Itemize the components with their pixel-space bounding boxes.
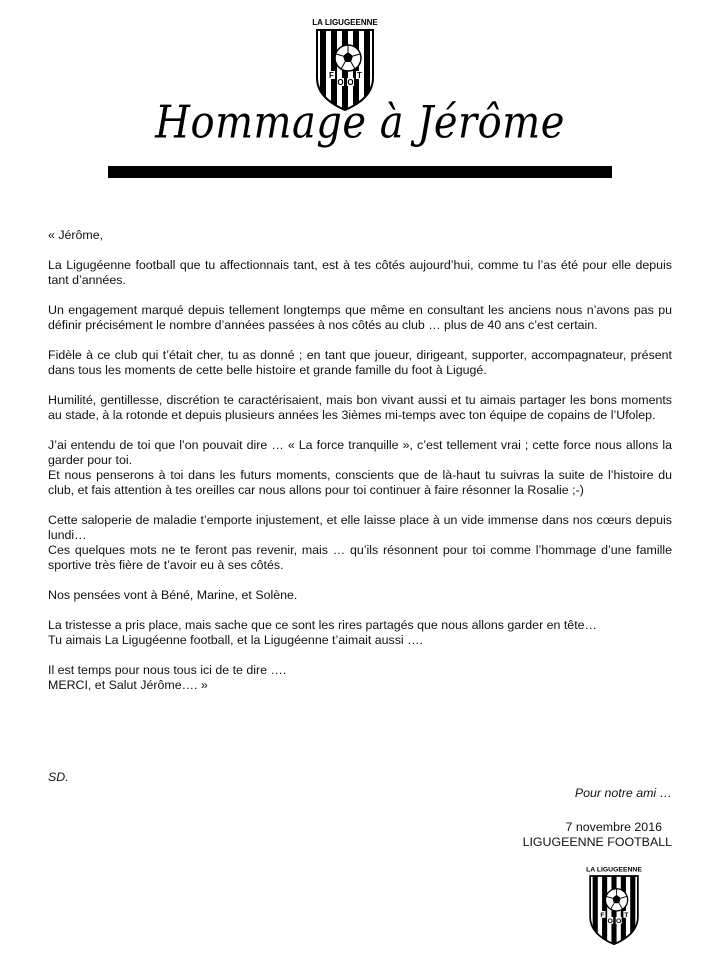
svg-text:O: O — [616, 917, 622, 925]
letter-salutation: « Jérôme, — [48, 228, 104, 242]
letter-paragraph: Nos pensées vont à Béné, Marine, et Solène. — [48, 588, 298, 602]
svg-text:O: O — [337, 78, 344, 87]
club-crest-logo-footer — [585, 864, 643, 946]
crest-club-name: LA LIGUGEENNE — [586, 866, 642, 874]
svg-text:O: O — [607, 917, 613, 925]
title-divider — [108, 166, 612, 178]
letter-paragraph: Un engagement marqué depuis tellement longtemps que même en consultant les anciens nous n’avons pas pu définir précisément le nombre d’années passées à nos côtés au club … plus de 40 ans c’est certain. — [48, 303, 672, 332]
svg-text:F: F — [329, 71, 334, 80]
letter-paragraph: Il est temps pour nous tous ici de te dire …. — [48, 663, 287, 677]
page-title: Hommage à Jérôme — [155, 97, 565, 149]
svg-text:O: O — [347, 78, 354, 87]
svg-text:T: T — [624, 911, 629, 919]
letter-date: 7 novembre 2016 — [565, 820, 662, 834]
letter-paragraph: La Ligugéenne football que tu affectionnais tant, est à tes côtés aujourd’hui, comme tu l’as été pour elle depuis tant d’années. — [48, 258, 672, 287]
letter-paragraph: Et nous penserons à toi dans les futurs moments, conscients que de là-haut tu suivras la suite de l’histoire du club, et fais attention à tes oreilles car nous allons pour toi continuer à faire résonner la Rosalie ;-) — [48, 468, 672, 497]
letter-paragraph: La tristesse a pris place, mais sache que ce sont les rires partagés que nous allons garder en tête… — [48, 618, 597, 632]
letter-paragraph: Cette saloperie de maladie t’emporte injustement, et elle laisse place à un vide immense dans nos cœurs depuis lundi… — [48, 513, 672, 542]
letter-body — [48, 228, 672, 708]
letter-paragraph: Tu aimais La Ligugéenne football, et la Ligugéenne t’aimait aussi …. — [48, 633, 423, 647]
letter-paragraph: Humilité, gentillesse, discrétion te caractérisaient, mais bon vivant aussi et tu aimais partager les bons moments au stade, à la rotonde et depuis plusieurs années les 3ièmes mi-temps avec ton équipe de copains de l’Ufolep. — [48, 393, 672, 422]
letter-paragraph: Fidèle à ce club qui t’était cher, tu as donné ; en tant que joueur, dirigeant, supporter, accompagnateur, présent dans tous les moments de cette belle histoire et grande famille du foot à Ligugé. — [48, 348, 672, 377]
letter-paragraph: MERCI, et Salut Jérôme…. » — [48, 678, 208, 692]
club-name-footer: LIGUGEENNE FOOTBALL — [522, 835, 672, 849]
letter-paragraph: Ces quelques mots ne te feront pas revenir, mais … qu’ils résonnent pour toi comme l’hommage d’une famille sportive très fière de t’avoir eu à ses côtés. — [48, 543, 672, 572]
svg-text:F: F — [600, 911, 605, 919]
letter-signature: SD. — [48, 770, 69, 784]
svg-text:T: T — [357, 71, 362, 80]
crest-club-name: LA LIGUGEENNE — [312, 18, 378, 27]
closing-line: Pour notre ami … — [574, 786, 672, 800]
letter-paragraph: J’ai entendu de toi que l’on pouvait dire … « La force tranquille », c’est tellement vrai ; cette force nous allons la garder pour toi. — [48, 438, 672, 467]
